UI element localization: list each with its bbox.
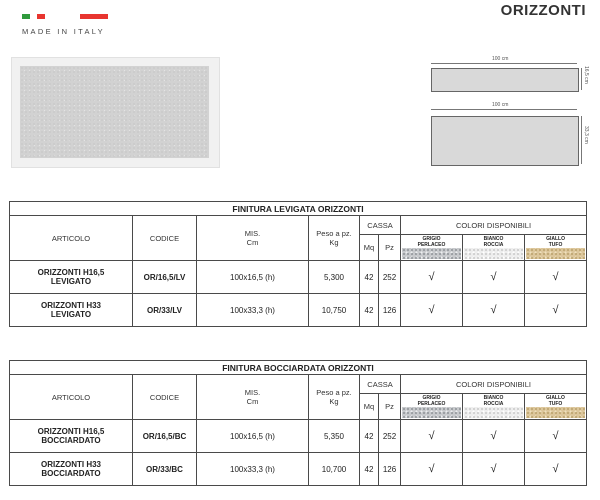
color-name-line: TUFO [548,242,563,248]
table-row [10,420,587,453]
header-articolo: ARTICOLO [10,216,133,261]
color-grigio-perlaceo [401,394,463,420]
cell-mq: 42 [360,453,379,486]
flag-red-stripe [37,14,45,19]
header-cassa: CASSA [360,216,401,235]
cell-pz: 126 [379,294,401,327]
header-mis-unit: Cm [246,397,259,406]
header-peso [309,216,360,261]
header-articolo: ARTICOLO [10,375,133,420]
cell-pz: 252 [379,261,401,294]
cell-codice: OR/16,5/BC [133,420,197,453]
color-name-line: ROCCIA [483,242,504,248]
table-caption: FINITURA BOCCIARDATA ORIZZONTI [10,361,587,375]
check-icon: √ [463,453,525,486]
grigio-perlaceo-swatch [402,407,461,418]
bottom-height-label: 33,3 cm [583,126,589,144]
cell-articolo [10,453,133,486]
table-header-row [10,375,587,394]
color-name-line: GRIGIO [422,395,441,401]
color-name-line: PERLACEO [417,401,446,407]
color-giallo-tufo [525,394,587,420]
cell-peso: 5,300 [309,261,360,294]
top-block-profile [431,68,579,92]
product-photo [11,57,220,168]
check-icon: √ [401,294,463,327]
articolo-line: LEVIGATO [50,310,92,319]
articolo-line: ORIZZONTI H16,5 [37,268,105,277]
cell-codice: OR/33/LV [133,294,197,327]
cell-mq: 42 [360,420,379,453]
cell-mis: 100x16,5 (h) [197,261,309,294]
table-row [10,453,587,486]
cell-pz: 252 [379,420,401,453]
check-icon: √ [401,453,463,486]
header-mis-unit: Cm [246,238,259,247]
check-icon: √ [525,420,587,453]
table-row [10,294,587,327]
header-peso [309,375,360,420]
bianco-roccia-swatch [464,248,523,259]
red-accent-bar [80,14,108,19]
color-name-line: ROCCIA [483,401,504,407]
header-cassa: CASSA [360,375,401,394]
cell-peso: 10,750 [309,294,360,327]
color-bianco-roccia [463,235,525,261]
articolo-line: BOCCIARDATO [41,436,101,445]
header-codice: CODICE [133,375,197,420]
check-icon: √ [401,420,463,453]
flag-white-stripe [30,14,38,19]
cell-mq: 42 [360,261,379,294]
header-mq: Mq [360,235,379,261]
top-height-label: 16,5 cm [583,66,589,84]
cell-codice: OR/16,5/LV [133,261,197,294]
header-mis [197,216,309,261]
table-row [10,261,587,294]
header-peso-unit: Kg [329,238,339,247]
color-name-line: TUFO [548,401,563,407]
header-peso-unit: Kg [329,397,339,406]
flag-green-stripe [22,14,30,19]
top-width-label: 100 cm [492,56,509,62]
check-icon: √ [463,420,525,453]
top-width-dimension-line [431,63,577,64]
header-mis-label: MIS. [244,229,261,238]
color-name-line: PERLACEO [417,242,446,248]
made-in-italy-label: MADE IN ITALY [22,27,105,36]
articolo-line: LEVIGATO [50,277,92,286]
table-finitura-bocciardata [9,360,587,486]
check-icon: √ [463,261,525,294]
cell-codice: OR/33/BC [133,453,197,486]
bianco-roccia-swatch [464,407,523,418]
header-pz: Pz [379,394,401,420]
header-codice: CODICE [133,216,197,261]
header-colori: COLORI DISPONIBILI [401,216,587,235]
top-height-dimension-line [581,68,582,90]
color-name-line: BIANCO [483,395,504,401]
header-pz: Pz [379,235,401,261]
giallo-tufo-swatch [526,407,585,418]
articolo-line: ORIZZONTI H16,5 [37,427,105,436]
cell-mq: 42 [360,294,379,327]
bottom-width-dimension-line [431,109,577,110]
check-icon: √ [463,294,525,327]
cell-articolo [10,294,133,327]
articolo-line: ORIZZONTI H33 [40,460,101,469]
stone-slab-image [20,66,209,158]
color-name-line: BIANCO [483,236,504,242]
color-name-line: GRIGIO [422,236,441,242]
color-grigio-perlaceo [401,235,463,261]
color-name-line: GIALLO [546,395,565,401]
cell-peso: 10,700 [309,453,360,486]
header-mis [197,375,309,420]
table-header-row [10,216,587,235]
header-mq: Mq [360,394,379,420]
header-mis-label: MIS. [244,388,261,397]
articolo-line: ORIZZONTI H33 [40,301,101,310]
check-icon: √ [525,453,587,486]
cell-articolo [10,261,133,294]
check-icon: √ [401,261,463,294]
table-caption: FINITURA LEVIGATA ORIZZONTI [10,202,587,216]
check-icon: √ [525,294,587,327]
cell-mis: 100x33,3 (h) [197,294,309,327]
articolo-line: BOCCIARDATO [41,469,101,478]
page-title: ORIZZONTI [500,2,586,19]
check-icon: √ [525,261,587,294]
italian-flag-icon [22,14,45,19]
header-colori: COLORI DISPONIBILI [401,375,587,394]
cell-articolo [10,420,133,453]
giallo-tufo-swatch [526,248,585,259]
table-caption-row [10,361,587,375]
color-bianco-roccia [463,394,525,420]
bottom-block-profile [431,116,579,166]
color-giallo-tufo [525,235,587,261]
bottom-width-label: 100 cm [492,102,509,108]
header-peso-label: Peso a pz. [316,388,352,397]
header-peso-label: Peso a pz. [316,229,352,238]
table-caption-row [10,202,587,216]
cell-mis: 100x16,5 (h) [197,420,309,453]
color-name-line: GIALLO [546,236,565,242]
bottom-height-dimension-line [581,116,582,164]
table-finitura-levigata [9,201,587,327]
grigio-perlaceo-swatch [402,248,461,259]
cell-pz: 126 [379,453,401,486]
cell-peso: 5,350 [309,420,360,453]
cell-mis: 100x33,3 (h) [197,453,309,486]
